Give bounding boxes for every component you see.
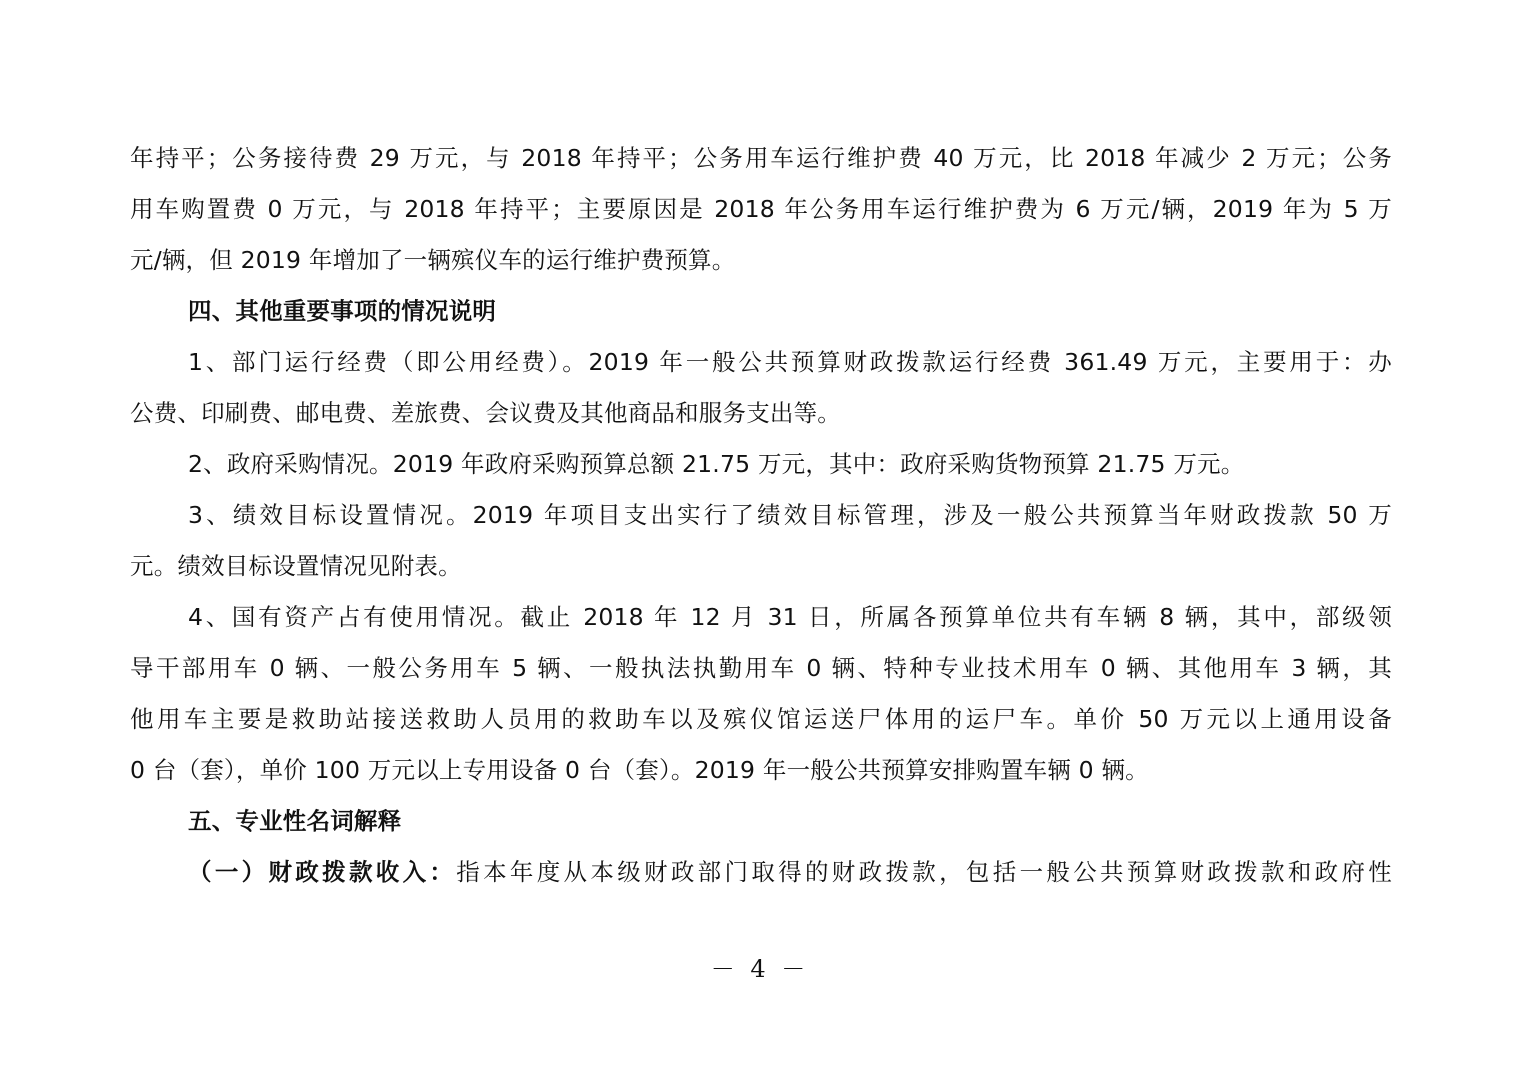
paragraph-line: 用车购置费 0 万元，与 2018 年持平；主要原因是 2018 年公务用车运行维护费为 6 万元/辆，2019 年为 5 万 [130,195,1392,223]
term-label: （一）财政拨款收入： [188,858,457,886]
paragraph-line: 0 台（套），单价 100 万元以上专用设备 0 台（套）。2019 年一般公共预算安排购置车辆 0 辆。 [130,756,1149,784]
term-definition: 指本年度从本级财政部门取得的财政拨款，包括一般公共预算财政拨款和政府性 [456,858,1392,886]
paragraph-line: 元/辆，但 2019 年增加了一辆殡仪车的运行维护费预算。 [130,246,736,274]
paragraph-line [130,847,1392,898]
paragraph-line: 4、国有资产占有使用情况。截止 2018 年 12 月 31 日，所属各预算单位共有车辆 8 辆，其中，部级领 [188,603,1392,631]
paragraph-line: 1、部门运行经费（即公用经费）。2019 年一般公共预算财政拨款运行经费 361.49 万元，主要用于：办 [188,348,1392,376]
paragraph-line: 公费、印刷费、邮电费、差旅费、会议费及其他商品和服务支出等。 [130,399,841,427]
paragraph-line: 3、绩效目标设置情况。2019 年项目支出实行了绩效目标管理，涉及一般公共预算当年财政拨款 50 万 [188,501,1392,529]
paragraph-line: 元。绩效目标设置情况见附表。 [130,552,462,580]
page-number: － 4 － [710,955,810,983]
document-body [130,133,1392,898]
paragraph-line: 年持平；公务接待费 29 万元，与 2018 年持平；公务用车运行维护费 40 万元，比 2018 年减少 2 万元；公务 [130,144,1392,172]
paragraph-line: 2、政府采购情况。2019 年政府采购预算总额 21.75 万元，其中：政府采购货物预算 21.75 万元。 [188,450,1245,478]
paragraph-line: 他用车主要是救助站接送救助人员用的救助车以及殡仪馆运送尸体用的运尸车。单价 50 万元以上通用设备 [130,705,1392,733]
section-heading: 四、其他重要事项的情况说明 [188,297,497,325]
section-heading: 五、专业性名词解释 [188,807,402,835]
paragraph-line: 导干部用车 0 辆、一般公务用车 5 辆、一般执法执勤用车 0 辆、特种专业技术用车 0 辆、其他用车 3 辆，其 [130,654,1392,682]
